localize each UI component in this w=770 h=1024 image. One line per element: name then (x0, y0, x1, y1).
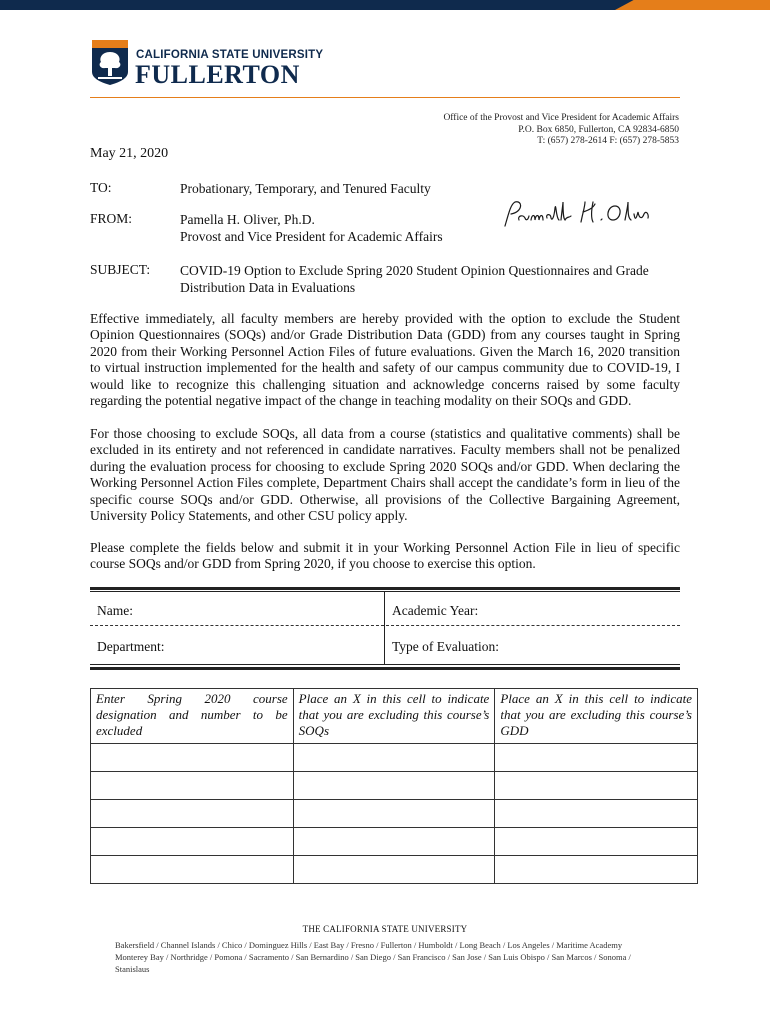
body-paragraph-3: Please complete the fields below and submit it in your Working Personnel Action File in lieu of specific course SOQs and/or GDD from Spring 2020, if you choose to exercise this option. (90, 540, 680, 572)
gdd-cell[interactable] (495, 856, 698, 884)
to-value: Probationary, Temporary, and Tenured Faculty (180, 181, 431, 196)
form-column-separator (384, 592, 385, 664)
course-cell[interactable] (91, 744, 294, 772)
academic-year-field[interactable]: Academic Year: (392, 603, 479, 618)
gdd-cell[interactable] (495, 772, 698, 800)
course-cell[interactable] (91, 800, 294, 828)
handwritten-signature (497, 198, 652, 234)
top-orange-accent (615, 0, 770, 10)
department-field[interactable]: Department: (97, 639, 165, 654)
header-soqs: Place an X in this cell to indicate that you are excluding this course’s SOQs (293, 689, 495, 744)
from-name: Pamella H. Oliver, Ph.D. (180, 212, 315, 227)
university-logo (90, 38, 350, 90)
form-top-border-inner (90, 591, 680, 592)
soq-cell[interactable] (293, 744, 495, 772)
header-course: Enter Spring 2020 course designation and number to be excluded (91, 689, 294, 744)
table-row (91, 800, 698, 828)
footer-title: THE CALIFORNIA STATE UNIVERSITY (302, 924, 468, 934)
office-address: P.O. Box 6850, Fullerton, CA 92834-6850 (518, 124, 679, 135)
to-label: TO: (90, 180, 112, 195)
footer-campus-list: Bakersfield / Channel Islands / Chico / Dominguez Hills / East Bay / Fresno / Fullerton / Humboldt / Long Beach / Los Angeles / Maritime Academy Monterey Bay / Northridge / Pomona / Sacramento / San Bernardino / San Diego / San Francisco / San Jose / San Luis Obispo / San Marcos / Sonoma / Stanislaus (115, 940, 631, 974)
from-label: FROM: (90, 211, 133, 226)
header-divider (90, 97, 680, 98)
subject-label: SUBJECT: (90, 262, 151, 277)
table-row (91, 828, 698, 856)
table-row (91, 856, 698, 884)
form-bottom-border (90, 667, 680, 670)
table-row (91, 744, 698, 772)
form-bottom-border-inner (90, 664, 680, 665)
gdd-cell[interactable] (495, 744, 698, 772)
type-of-evaluation-field[interactable]: Type of Evaluation: (392, 639, 500, 654)
form-middle-divider (90, 625, 680, 626)
memo-date: May 21, 2020 (90, 146, 169, 161)
office-address-block (443, 113, 679, 148)
office-phone: T: (657) 278-2614 F: (657) 278-5853 (537, 136, 679, 146)
form-top-border (90, 587, 680, 590)
body-paragraph-1: Effective immediately, all faculty members are hereby provided with the option to exclude the Student Opinion Questionnaires (SOQs) and/or Grade Distribution Data (GDD) from any courses taught in Spring 2020 from their Working Personnel Action Files of future evaluations. Given the March 16, 2020 transition to virtual instruction implemented for the health and safety of our campus community due to COVID-19, I would like to recognize this challenging situation and acknowledge concerns raised by some faculty regarding the potential negative impact of the change in teaching modality on their SOQs and GDD. (90, 311, 680, 409)
course-cell[interactable] (91, 856, 294, 884)
soq-cell[interactable] (293, 828, 495, 856)
subject-value: COVID-19 Option to Exclude Spring 2020 Student Opinion Questionnaires and Grade Distribution Data in Evaluations (180, 263, 649, 295)
course-cell[interactable] (91, 828, 294, 856)
logo-university-line: CALIFORNIA STATE UNIVERSITY (136, 49, 324, 61)
from-title: Provost and Vice President for Academic Affairs (180, 229, 443, 244)
soq-cell[interactable] (293, 772, 495, 800)
name-field[interactable]: Name: (97, 603, 133, 618)
soq-cell[interactable] (293, 856, 495, 884)
table-header-row (91, 689, 698, 744)
university-seal-icon (90, 38, 130, 86)
body-paragraph-2: For those choosing to exclude SOQs, all data from a course (statistics and qualitative comments) shall be excluded in its entirety and not referenced in candidate narratives. Faculty members shall not be penalized during the evaluation process for choosing to exclude Spring 2020 SOQs and/or GDD. When declaring the Working Personnel Action Files complete, Department Chairs shall accept the candidate’s form in lieu of the specific course SOQs and/or GDD. Otherwise, all provisions of the Collective Bargaining Agreement, University Policy Statements, and other CSU policy apply. (90, 426, 680, 524)
office-name: Office of the Provost and Vice President for Academic Affairs (443, 113, 679, 123)
soq-cell[interactable] (293, 800, 495, 828)
gdd-cell[interactable] (495, 800, 698, 828)
exclusion-table (90, 688, 698, 884)
header-gdd: Place an X in this cell to indicate that you are excluding this course’s GDD (495, 689, 698, 744)
table-row (91, 772, 698, 800)
course-cell[interactable] (91, 772, 294, 800)
gdd-cell[interactable] (495, 828, 698, 856)
logo-campus-name: FULLERTON (135, 60, 300, 89)
